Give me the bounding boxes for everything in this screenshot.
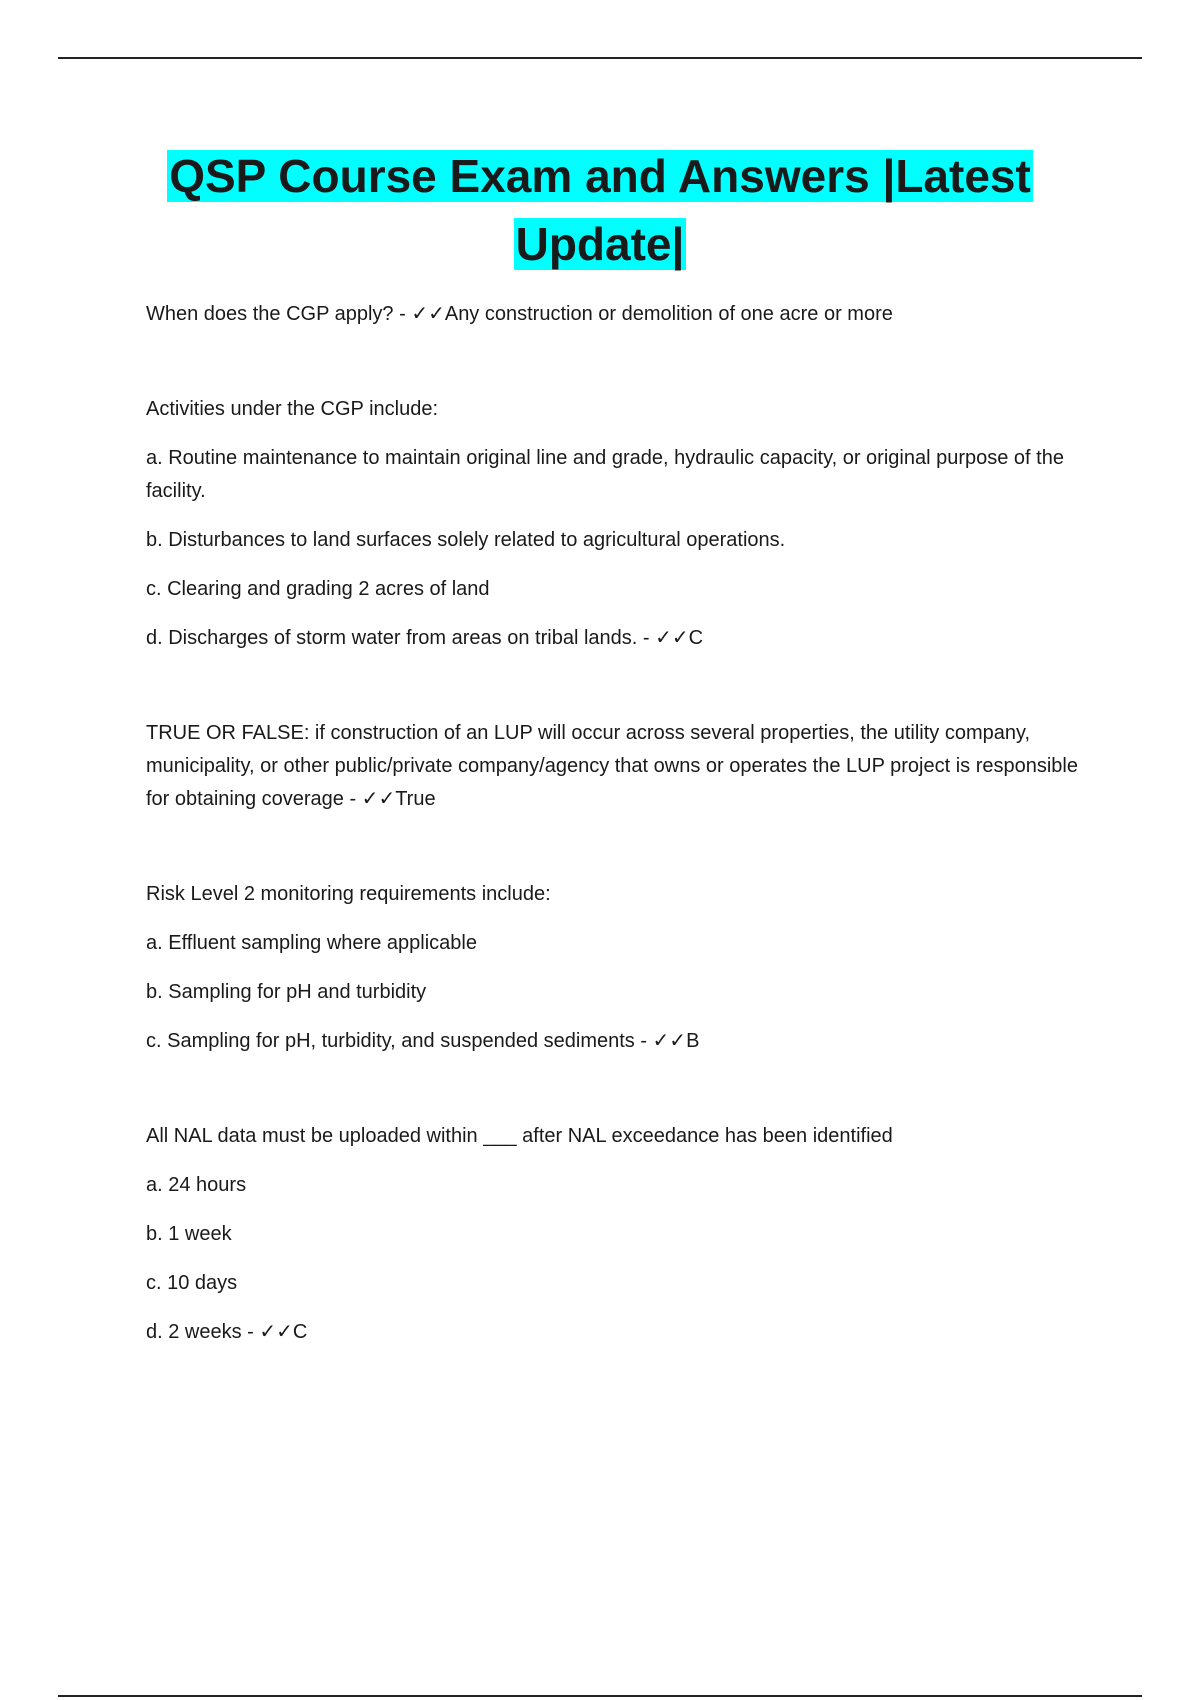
question-5-option-d: d. 2 weeks - ✓✓C (146, 1321, 308, 1343)
question-4-option-b: b. Sampling for pH and turbidity (146, 981, 427, 1003)
question-4-stem: Risk Level 2 monitoring requirements include: (146, 883, 551, 905)
title-line-2: Update| (515, 218, 685, 270)
question-4-option-c: c. Sampling for pH, turbidity, and suspended sediments - ✓✓B (146, 1030, 700, 1052)
title-line-1: QSP Course Exam and Answers |Latest (169, 150, 1031, 202)
question-2-option-d: d. Discharges of storm water from areas on tribal lands. - ✓✓C (146, 627, 704, 649)
qa-content (146, 298, 1086, 1365)
top-divider (58, 57, 1142, 59)
question-2 (146, 393, 1086, 655)
question-3: TRUE OR FALSE: if construction of an LUP will occur across several properties, the utility company, municipality, or other public/private company/agency that owns or operates the LUP project is responsible for obtaining coverage - ✓✓True (146, 722, 1078, 810)
question-5 (146, 1120, 1086, 1349)
document-title (0, 142, 1200, 278)
question-5-option-b: b. 1 week (146, 1223, 232, 1245)
question-2-option-c: c. Clearing and grading 2 acres of land (146, 578, 490, 600)
question-5-stem: All NAL data must be uploaded within ___ after NAL exceedance has been identified (146, 1125, 893, 1147)
question-4 (146, 878, 1086, 1058)
question-2-option-a: a. Routine maintenance to maintain original line and grade, hydraulic capacity, or original purpose of the facility. (146, 447, 1064, 502)
question-2-option-b: b. Disturbances to land surfaces solely related to agricultural operations. (146, 529, 786, 551)
question-4-option-a: a. Effluent sampling where applicable (146, 932, 477, 954)
question-5-option-a: a. 24 hours (146, 1174, 247, 1196)
question-2-stem: Activities under the CGP include: (146, 398, 439, 420)
question-5-option-c: c. 10 days (146, 1272, 238, 1294)
question-1: When does the CGP apply? - ✓✓Any construction or demolition of one acre or more (146, 303, 893, 325)
bottom-divider (58, 1695, 1142, 1697)
